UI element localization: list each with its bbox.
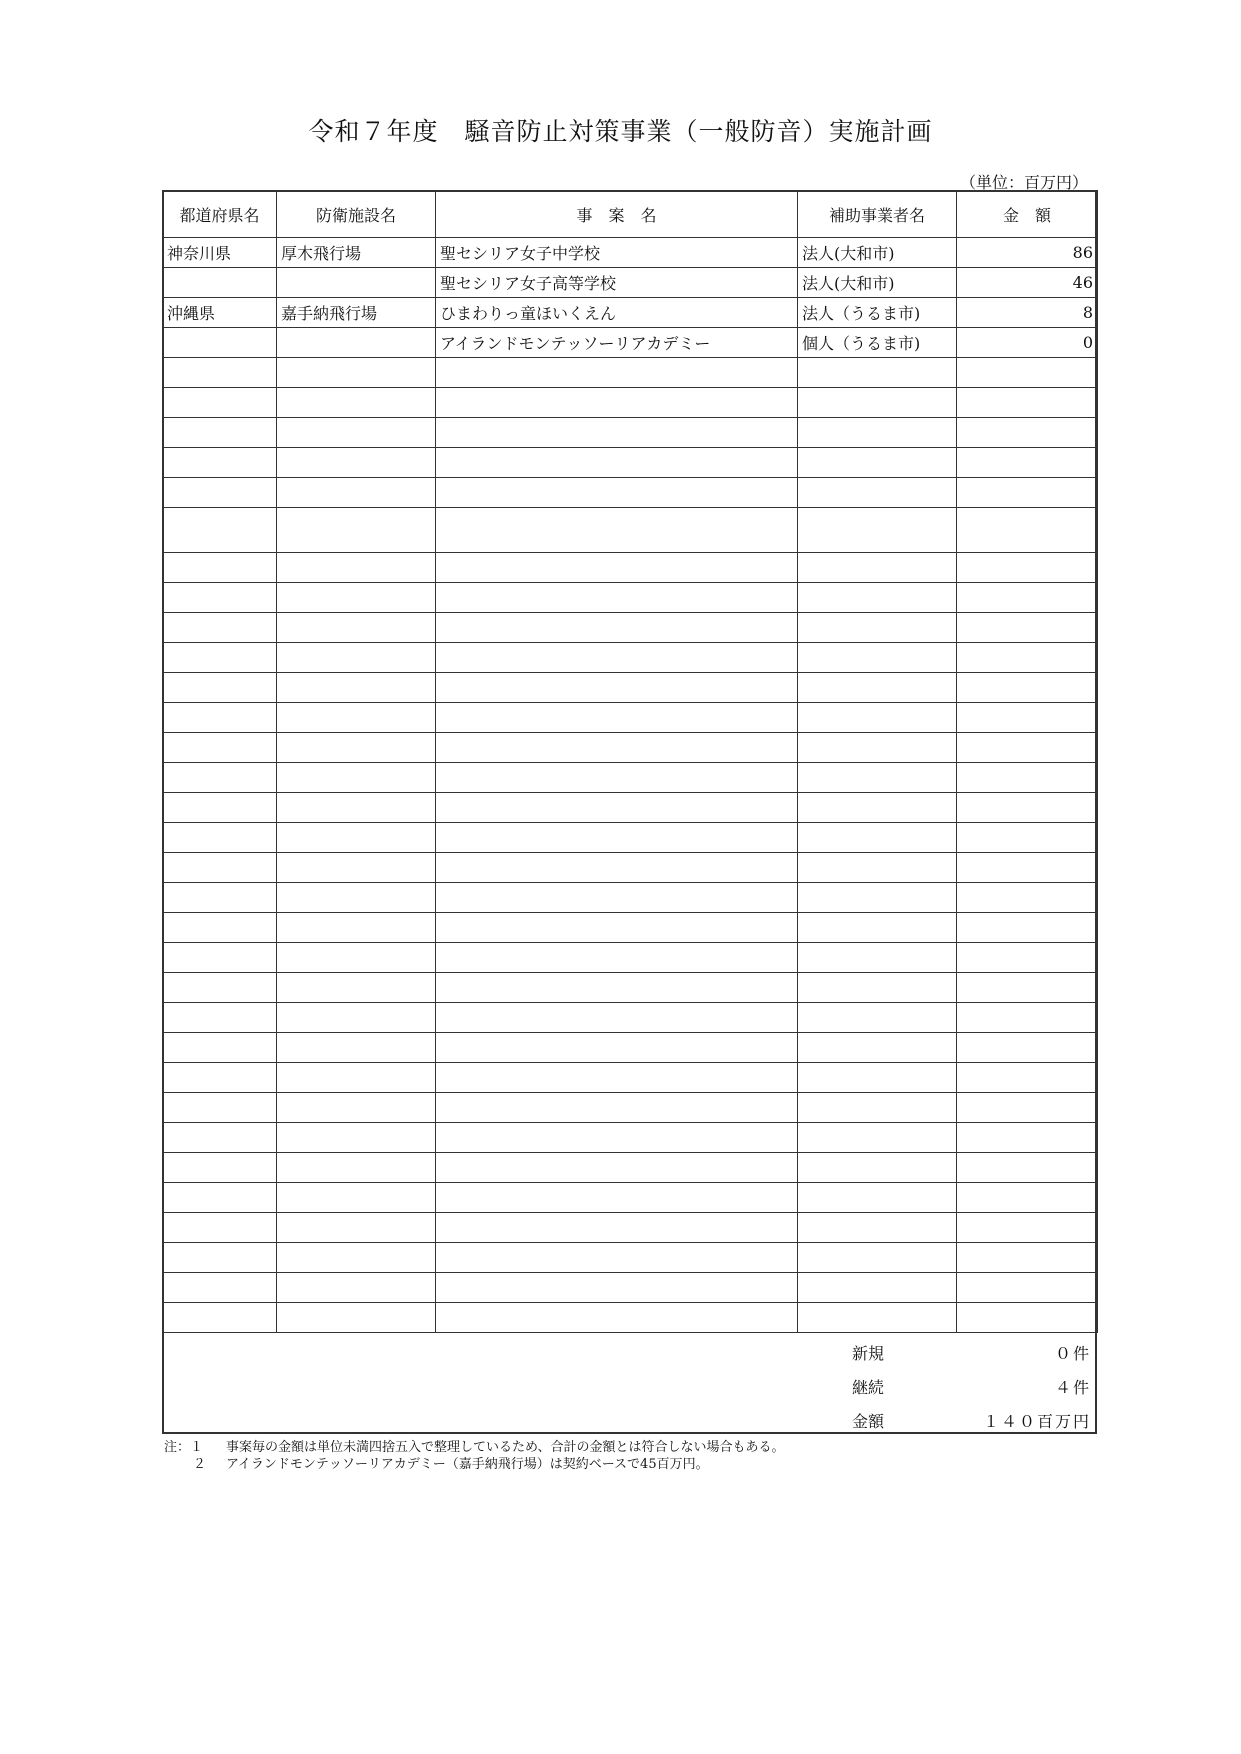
page-title: 令和７年度 騒音防止対策事業（一般防音）実施計画 (308, 117, 933, 146)
note-1-number: 注：１ (164, 1440, 204, 1455)
amount-cell: 8 (957, 298, 1098, 328)
header-project: 事 案 名 (436, 191, 798, 238)
header-amount: 金 額 (957, 191, 1098, 238)
summary-new-value: ０件 (1054, 1344, 1091, 1363)
prefecture-cell: 神奈川県 (163, 238, 277, 268)
project-cell: ひまわりっ童ほいくえん (436, 298, 798, 328)
prefecture-cell: 沖縄県 (163, 298, 277, 328)
summary-total-value: １４０百万円 (982, 1412, 1091, 1431)
project-cell: 聖セシリア女子中学校 (436, 238, 798, 268)
summary-continuing-label: 継続 (852, 1378, 885, 1397)
summary-continuing-value: ４件 (1054, 1378, 1091, 1397)
amount-cell: 0 (957, 328, 1098, 358)
note-2-text: アイランドモンテッソーリアカデミー（嘉手納飛行場）は契約ベースで45百万円。 (226, 1457, 709, 1472)
operator-cell: 法人(大和市) (798, 268, 957, 298)
note-2 (164, 1456, 784, 1473)
operator-cell: 法人(大和市) (798, 238, 957, 268)
header-prefecture: 都道府県名 (163, 191, 277, 238)
note-1 (164, 1439, 784, 1456)
project-cell: 聖セシリア女子高等学校 (436, 268, 798, 298)
operator-cell: 法人（うるま市) (798, 298, 957, 328)
facility-cell: 嘉手納飛行場 (277, 298, 436, 328)
unit-label: （単位：百万円） (959, 173, 1088, 192)
notes-block (164, 1439, 784, 1473)
amount-cell: 86 (957, 238, 1098, 268)
amount-cell: 46 (957, 268, 1098, 298)
note-1-text: 事案毎の金額は単位未満四捨五入で整理しているため、合計の金額とは符合しない場合もある。 (226, 1440, 785, 1455)
header-facility: 防衛施設名 (277, 191, 436, 238)
project-cell: アイランドモンテッソーリアカデミー (436, 328, 798, 358)
header-operator: 補助事業者名 (798, 191, 957, 238)
summary-total-label: 金額 (852, 1412, 885, 1431)
table-frame (162, 190, 1097, 1434)
facility-cell: 厚木飛行場 (277, 238, 436, 268)
note-2-number: ２ (192, 1457, 206, 1472)
summary-new-label: 新規 (852, 1344, 885, 1363)
operator-cell: 個人（うるま市) (798, 328, 957, 358)
